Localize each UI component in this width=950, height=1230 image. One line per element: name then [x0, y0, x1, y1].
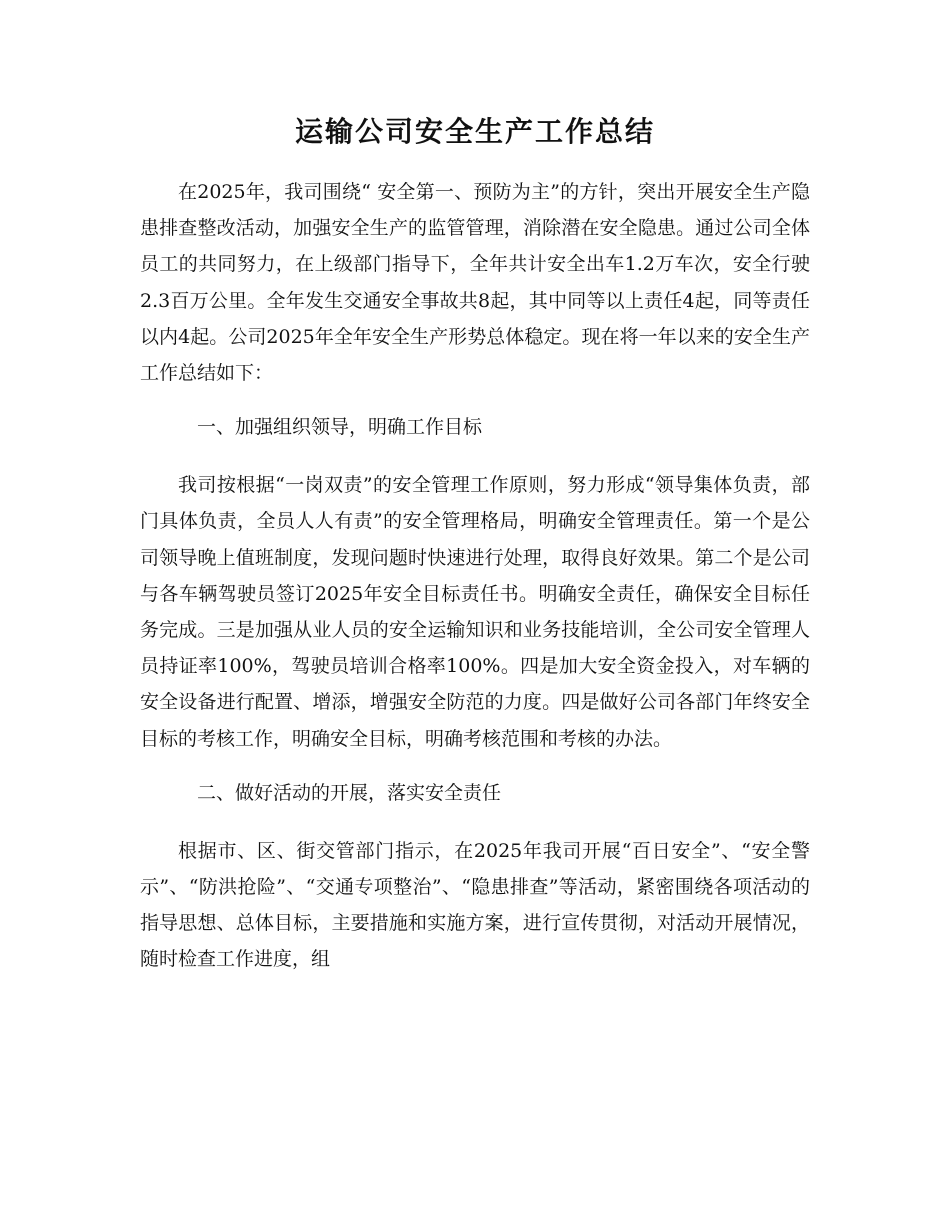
intro-paragraph: 在2025年，我司围绕“ 安全第一、预防为主”的方针，突出开展安全生产隐患排查整改活动，加强安全生产的监管管理，消除潜在安全隐患。通过公司全体员工的共同努力，在上级部门指导下，全年共计安全出车1.2万车次，安全行驶2.3百万公里。全年发生交通安全事故共8起，其中同等以上责任4起，同等责任以内4起。公司2025年全年安全生产形势总体稳定。现在将一年以来的安全生产工作总结如下：: [140, 181, 810, 385]
document-page: [140, 112, 810, 996]
section-heading-2: 二、做好活动的开展，落实安全责任: [197, 781, 502, 804]
section-2-paragraph: 根据市、区、街交管部门指示，在2025年我司开展“百日安全”、“安全警示”、“防洪抢险”、“交通专项整治”、“隐患排查”等活动，紧密围绕各项活动的指导思想、总体目标，主要措施和实施方案，进行宣传贯彻，对活动开展情况，随时检查工作进度，组: [140, 839, 810, 971]
section-heading-1: 一、加强组织领导，明确工作目标: [197, 416, 483, 439]
section-1-paragraph: 我司按根据“一岗双责”的安全管理工作原则，努力形成“领导集体负责，部门具体负责，全员人人有责”的安全管理格局，明确安全管理责任。第一个是公司领导晚上值班制度，发现问题时快速进行处理，取得良好效果。第二个是公司与各车辆驾驶员签订2025年安全目标责任书。明确安全责任，确保安全目标任务完成。三是加强从业人员的安全运输知识和业务技能培训，全公司安全管理人员持证率100%，驾驶员培训合格率100%。四是加大安全资金投入，对车辆的安全设备进行配置、增添，增强安全防范的力度。四是做好公司各部门年终安全目标的考核工作，明确安全目标，明确考核范围和考核的办法。: [140, 474, 810, 750]
document-title: 运输公司安全生产工作总结: [294, 115, 655, 148]
